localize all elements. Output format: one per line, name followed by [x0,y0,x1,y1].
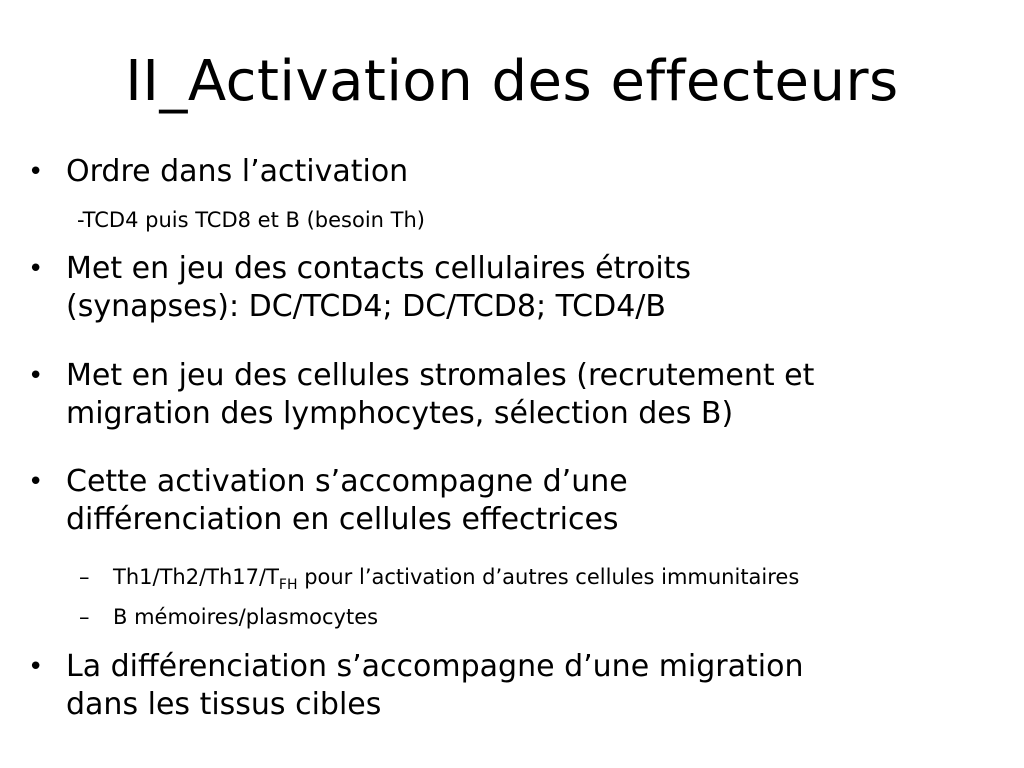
bullet-item [28,153,409,191]
bullet-marker: • [28,254,44,284]
sub-bullet-text-prefix: Th1/Th2/Th17/T [113,565,279,589]
bullet-text-line-2: différenciation en cellules effectrices [66,502,619,537]
dash-marker: – [79,565,90,589]
bullet-text-line-1: Met en jeu des cellules stromales (recrutement et [66,358,815,393]
bullet-marker: • [28,652,44,682]
bullet-marker: • [28,157,44,187]
subscript-fh: FH [278,577,298,593]
bullet-item [28,648,804,724]
bullet-text-line-1: Cette activation s’accompagne d’une [66,464,628,499]
sub-bullet-item [77,206,425,234]
sub-bullet-text: B mémoires/plasmocytes [113,605,379,629]
sub-bullet-text-suffix: pour l’activation d’autres cellules immunitaires [297,565,800,589]
bullet-text: Ordre dans l’activation [66,154,409,189]
bullet-item [28,250,692,326]
bullet-text-line-2: dans les tissus cibles [66,687,382,722]
bullet-text-line-1: Met en jeu des contacts cellulaires étroits [66,251,692,286]
bullet-item [28,463,628,539]
bullet-marker: • [28,361,44,391]
bullet-marker: • [28,467,44,497]
bullet-text-line-2: migration des lymphocytes, sélection des B) [66,396,734,431]
sub-bullet-item [79,563,800,593]
dash-marker: – [79,605,90,629]
bullet-text-line-2: (synapses): DC/TCD4; DC/TCD8; TCD4/B [66,289,666,324]
sub-bullet-text: -TCD4 puis TCD8 et B (besoin Th) [77,208,425,232]
bullet-item [28,357,815,433]
sub-bullet-item [79,603,379,631]
slide-title: II_Activation des effecteurs [125,49,899,114]
bullet-text-line-1: La différenciation s’accompagne d’une migration [66,649,804,684]
